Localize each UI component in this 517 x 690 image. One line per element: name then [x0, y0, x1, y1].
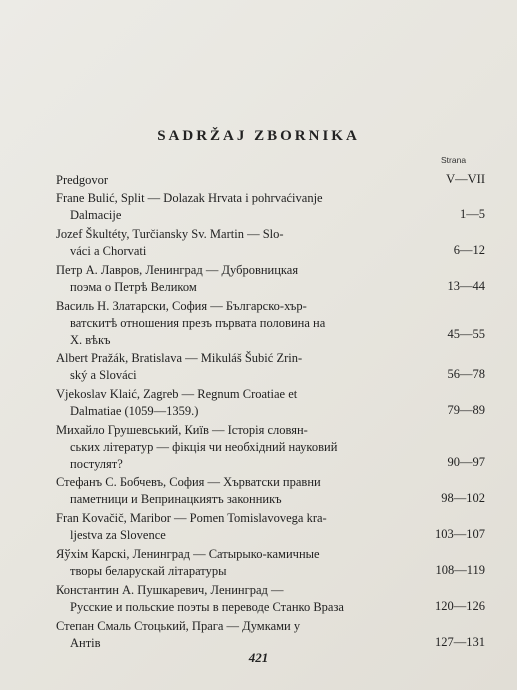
toc-entry-pages: 103—107 — [435, 527, 485, 541]
page-title: SADRŽAJ ZBORNIKA — [157, 128, 360, 144]
toc-entry-line2: Антів — [70, 636, 101, 650]
toc-entry-line2: ватскитѣ отношения презъ първата половина на — [70, 316, 326, 330]
toc-entry-line1: Яўхім Карскі, Ленинград — Сатырыко-камичные — [56, 547, 320, 561]
toc-entry-line2: ský a Slováci — [70, 368, 137, 382]
toc-entry-pages: 79—89 — [447, 403, 485, 417]
toc-entry — [56, 172, 464, 189]
toc-entry-line2: Dalmacije — [70, 208, 122, 222]
toc-entry-line2: ljestva za Slovence — [70, 528, 166, 542]
toc-entry-line2: творы беларускай літаратуры — [70, 564, 227, 578]
toc-entry — [56, 190, 464, 224]
toc-entry-line2: Dalmatiae (1059—1359.) — [70, 404, 199, 418]
toc-entry-line1: Михайло Грушевський, Київ — Історія словян- — [56, 423, 308, 437]
toc-entry-line1: Frane Bulić, Split — Dolazak Hrvata i pohrvaćivanje — [56, 191, 323, 205]
toc-entry-line2: поэма о Петрѣ Великом — [70, 280, 197, 294]
toc-entry-line1: Albert Pražák, Bratislava — Mikuláš Šubić Zrin- — [56, 351, 303, 365]
toc-entry-line1: Степан Смаль Стоцький, Прага — Думками у — [56, 619, 301, 633]
toc-entry-line1: Jozef Škultéty, Turčiansky Sv. Martin — Slo- — [56, 227, 284, 241]
toc-entry-pages: 120—126 — [435, 599, 485, 613]
toc-entry-pages: 1—5 — [460, 207, 485, 221]
toc-entry-pages: 127—131 — [435, 635, 485, 649]
toc-entry-pages: 98—102 — [441, 491, 485, 505]
toc-entry-line3: постулят? — [70, 457, 123, 471]
toc-entry — [56, 298, 464, 349]
toc-entry-line1: Василь Н. Златарски, София — Българско-хър- — [56, 299, 307, 313]
toc-entry-line1: Константин А. Пушкаревич, Ленинград — — [56, 583, 284, 597]
toc-entry-line1: Fran Kovačič, Maribor — Pomen Tomislavovega kra- — [56, 511, 327, 525]
toc-entry — [56, 510, 464, 544]
toc-entry-line1: Predgovor — [56, 173, 109, 187]
toc-entry — [56, 546, 464, 580]
toc-entry-line1: Vjekoslav Klaić, Zagreb — Regnum Croatiae et — [56, 387, 298, 401]
toc-entry — [56, 582, 464, 616]
toc-entry — [56, 350, 464, 384]
page-number: 421 — [248, 650, 269, 665]
toc-entry — [56, 226, 464, 260]
toc-entry — [56, 618, 464, 652]
toc-entry-line2: паметници и Вепринацкиятъ законникъ — [70, 492, 282, 506]
toc-entry-pages: V—VII — [446, 172, 485, 186]
toc-entry-pages: 56—78 — [447, 367, 485, 381]
toc-entry-line3: X. вѣкъ — [70, 333, 111, 347]
toc-entry-pages: 6—12 — [453, 243, 485, 257]
toc-entry-line2: váci a Chorvati — [70, 244, 147, 258]
toc-entry-line2: ських літератур — фікція чи необхідний науковий — [70, 440, 338, 454]
toc-entry-line1: Стефанъ С. Бобчевъ, София — Хърватски правни — [56, 475, 321, 489]
toc-entry-pages: 45—55 — [447, 327, 485, 341]
toc-entry — [56, 386, 464, 420]
column-header: Strana — [441, 155, 467, 165]
toc-entry-pages: 13—44 — [447, 279, 485, 293]
toc-entry-pages: 108—119 — [435, 563, 485, 577]
toc-entry-line1: Петр А. Лавров, Ленинград — Дубровницкая — [56, 263, 299, 277]
toc-entry-pages: 90—97 — [447, 455, 485, 469]
toc-entry — [56, 474, 464, 508]
toc-entry-line2: Русские и польские поэты в переводе Станко Враза — [70, 600, 344, 614]
toc-entry — [56, 422, 464, 473]
toc-entry — [56, 262, 464, 296]
